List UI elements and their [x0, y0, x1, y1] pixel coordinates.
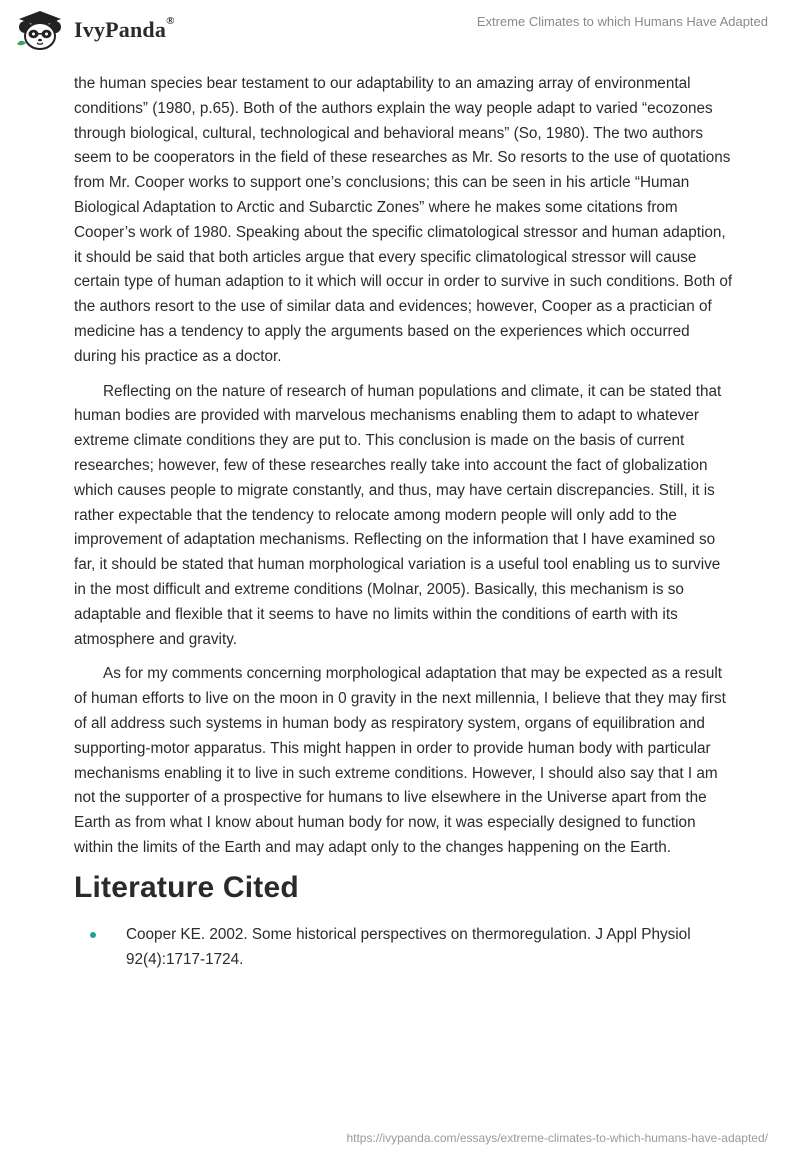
bullet-icon [90, 932, 96, 938]
panda-logo-icon [14, 10, 66, 50]
brand-logo[interactable] [14, 10, 175, 50]
source-url[interactable]: https://ivypanda.com/essays/extreme-climates-to-which-humans-have-adapted/ [346, 1131, 768, 1145]
page-header [0, 0, 800, 70]
reference-item [74, 923, 734, 973]
brand-name: IvyPanda® [74, 15, 175, 42]
essay-body [74, 72, 734, 972]
document-title: Extreme Climates to which Humans Have Adapted [476, 14, 768, 29]
reference-text: Cooper KE. 2002. Some historical perspectives on thermoregulation. J Appl Physiol 92(4):1717-1724. [126, 925, 691, 968]
section-heading: Literature Cited [74, 870, 299, 904]
body-paragraph: As for my comments concerning morphological adaptation that may be expected as a result of human efforts to live on the moon in 0 gravity in the next millennia, I believe that they may first of all address such systems in human body as respiratory system, organs of equilibration and supporting-motor apparatus. This might happen in order to provide human body with particular mechanisms enabling it to live in such extreme conditions. However, I should also say that I am not the supporter of a prospective for humans to live elsewhere in the Universe apart from the Earth as from what I know about human body for now, it was especially designed to function within the limits of the Earth and may adapt only to the changes happening on the Earth. [74, 665, 726, 856]
body-paragraph: Reflecting on the nature of research of human populations and climate, it can be stated that human bodies are provided with marvelous mechanisms enabling them to adapt to whatever extreme climate conditions they are put to. This conclusion is made on the basis of current researches; however, few of these researches really take into account the fact of globalization which causes people to migrate constantly, and thus, may have certain discrepancies. Still, it is rather expectable that the tendency to relocate among modern people will only add to the improvement of adaptation mechanisms. Reflecting on the information that I have examined so far, it should be stated that human morphological variation is a useful tool enabling us to survive in the most difficult and extreme conditions (Molnar, 2005). Basically, this mechanism is so adaptable and flexible that it seems to have no limits within the conditions of earth with its atmosphere and gravity. [74, 382, 722, 648]
reference-list [74, 923, 734, 973]
body-paragraph: the human species bear testament to our adaptability to an amazing array of environmental conditions” (1980, p.65). Both of the authors explain the way people adapt to varied “ecozones through biological, cultural, technological and behavioral means” (So, 1980). The two authors seem to be cooperators in the field of these researches as Mr. So resorts to the use of quotations from Mr. Cooper works to support one’s conclusions; this can be seen in his article “Human Biological Adaptation to Arctic and Subarctic Zones” where he makes some citations from Cooper’s work of 1980. Speaking about the specific climatological stressor and human adaption, it should be said that both articles argue that every specific climatological stressor will cause certain type of human adaption to it which will occur in order to survive in such conditions. Both of the authors resort to the use of similar data and evidences; however, Cooper as a practician of medicine has a tendency to apply the arguments based on the experiences which occurred during his practice as a doctor. [74, 75, 733, 365]
